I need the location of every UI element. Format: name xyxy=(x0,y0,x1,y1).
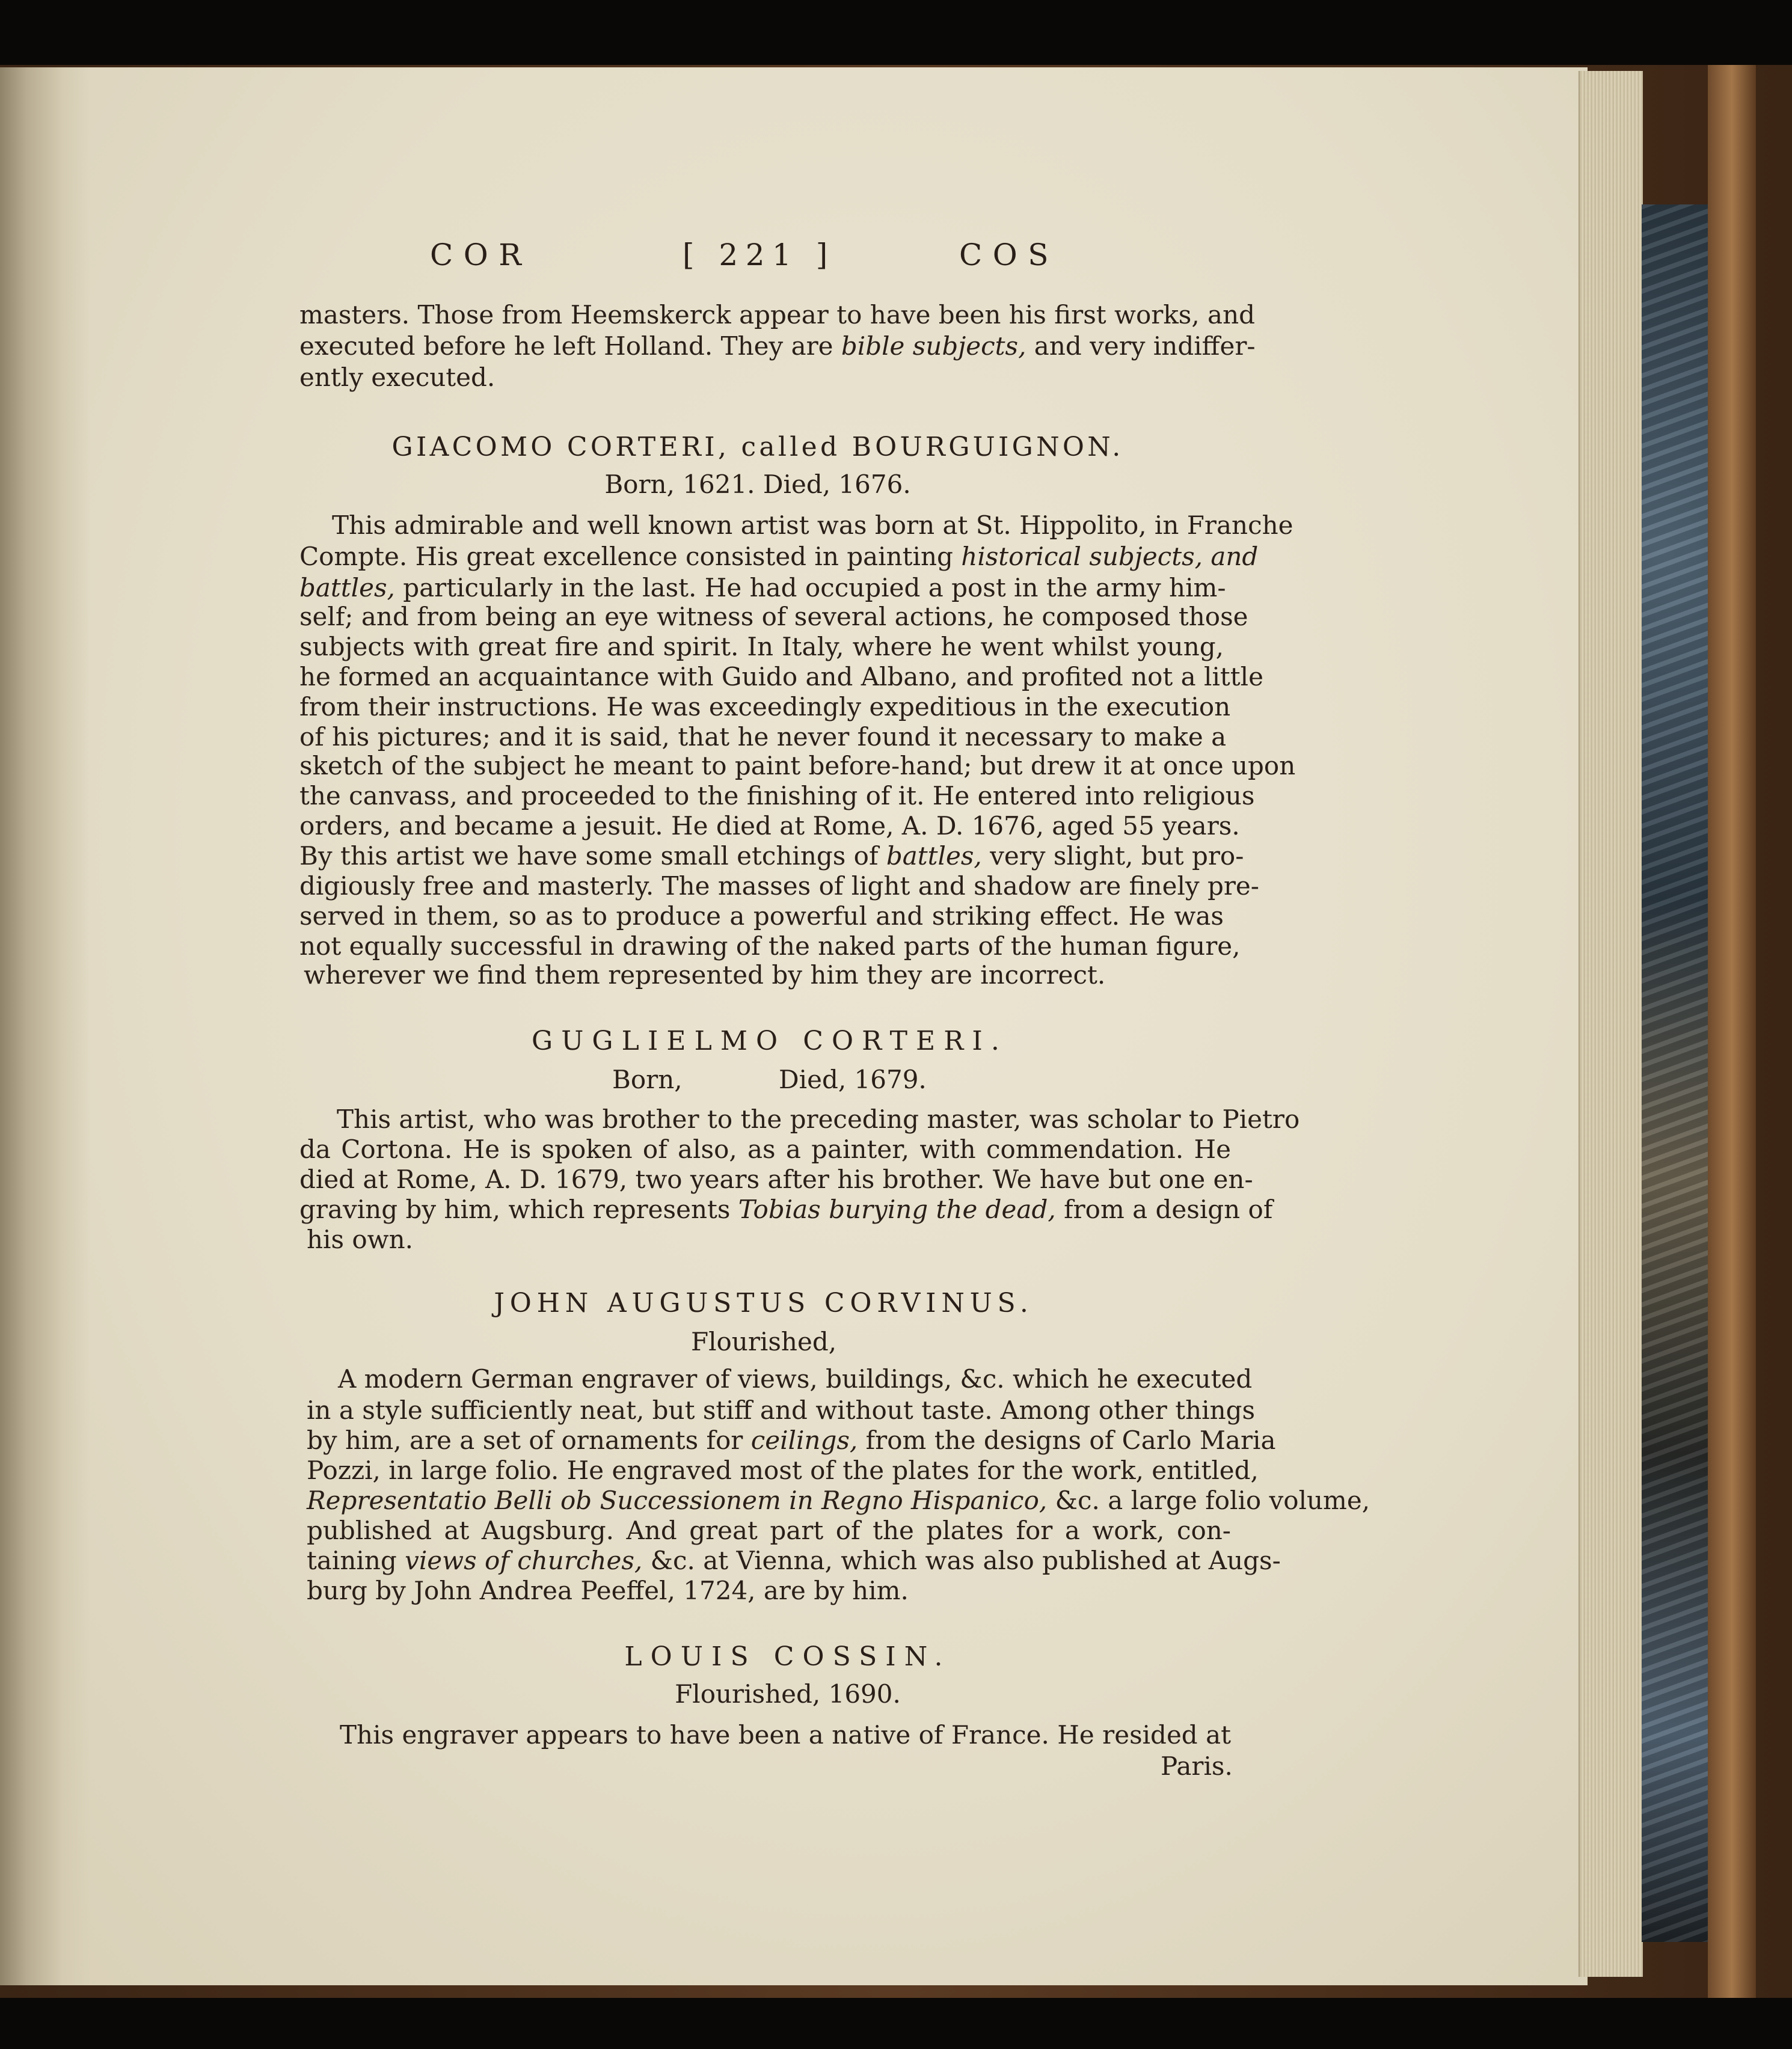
text-line: masters. Those from Heemskerck appear to have been his first works, and xyxy=(299,300,1256,329)
text-line: This artist, who was brother to the preceding master, was scholar to Pietro xyxy=(337,1104,1300,1134)
text-line: of his pictures; and it is said, that he never found it necessary to make a xyxy=(299,722,1227,752)
entry-heading: GIACOMO CORTERI, called BOURGUIGNON. xyxy=(391,432,1124,462)
text-line: graving by him, which represents Tobias burying the dead, from a design of xyxy=(299,1195,1273,1224)
text-line: battles, particularly in the last. He had occupied a post in the army him- xyxy=(299,573,1226,602)
text-line: ently executed. xyxy=(299,363,496,392)
text-line: his own. xyxy=(307,1225,414,1254)
page-number: [ 221 ] xyxy=(683,237,835,272)
text-line: orders, and became a jesuit. He died at Rome, A. D. 1676, aged 55 years. xyxy=(299,811,1240,841)
text-line: digiously free and masterly. The masses of light and shadow are finely pre- xyxy=(299,871,1259,901)
italic-phrase: bible subjects, xyxy=(841,331,1026,361)
text-line: died at Rome, A. D. 1679, two years after his brother. We have but one en- xyxy=(299,1165,1253,1194)
text-line: Representatio Belli ob Successionem in Regno Hispanico, &c. a large folio volume, xyxy=(307,1486,1370,1515)
running-head-left: COR xyxy=(430,237,532,272)
text-line: Compte. His great excellence consisted in painting historical subjects, and xyxy=(299,542,1259,571)
entry-heading: GUGLIELMO CORTERI. xyxy=(532,1026,1008,1056)
text-line: Paris. xyxy=(1161,1751,1233,1781)
text-line: Pozzi, in large folio. He engraved most of the plates for the work, entitled, xyxy=(307,1456,1259,1485)
text-line: executed before he left Holland. They are bible subjects, and very indiffer- xyxy=(299,331,1256,361)
text-line: A modern German engraver of views, buildings, &c. which he executed xyxy=(338,1364,1253,1394)
text-line: not equally successful in drawing of the naked parts of the human figure, xyxy=(299,931,1241,961)
text-line: by him, are a set of ornaments for ceilings, from the designs of Carlo Maria xyxy=(307,1426,1276,1455)
text-line: subjects with great fire and spirit. In Italy, where he went whilst young, xyxy=(299,632,1224,661)
entry-dates: Flourished, xyxy=(690,1327,837,1356)
entry-dates: Born, 1621. Died, 1676. xyxy=(604,470,911,499)
text-line: da Cortona. He is spoken of also, as a painter, with commendation. He xyxy=(299,1135,1231,1164)
text-line: By this artist we have some small etchings of battles, very slight, but pro- xyxy=(299,841,1244,871)
text-line: sketch of the subject he meant to paint before-hand; but drew it at once upon xyxy=(299,751,1296,780)
entry-heading: JOHN AUGUSTUS CORVINUS. xyxy=(494,1288,1034,1319)
text-line: This admirable and well known artist was born at St. Hippolito, in Franche xyxy=(332,510,1293,540)
text-line: he formed an acquaintance with Guido and Albano, and profited not a little xyxy=(299,662,1263,691)
entry-dates: Flourished, 1690. xyxy=(675,1679,901,1709)
entry-heading: LOUIS COSSIN. xyxy=(624,1641,951,1672)
entry-born: Born, xyxy=(612,1065,683,1094)
text-line: served in them, so as to produce a powerful and striking effect. He was xyxy=(299,901,1224,931)
text-line: This engraver appears to have been a native of France. He resided at xyxy=(340,1720,1231,1750)
text-line: burg by John Andrea Peeffel, 1724, are by him. xyxy=(307,1576,909,1605)
text-line: from their instructions. He was exceedingly expeditious in the execution xyxy=(299,692,1231,721)
entry-died: Died, 1679. xyxy=(779,1065,927,1094)
running-head-right: COS xyxy=(959,237,1060,272)
text-line: the canvass, and proceeded to the finishing of it. He entered into religious xyxy=(299,781,1255,810)
text-line: self; and from being an eye witness of several actions, he composed those xyxy=(299,602,1248,631)
text-line: taining views of churches, &c. at Vienna, which was also published at Augs- xyxy=(307,1546,1281,1575)
text-line: in a style sufficiently neat, but stiff and without taste. Among other things xyxy=(307,1395,1256,1425)
text-line: wherever we find them represented by him they are incorrect. xyxy=(304,960,1106,990)
text-line: published at Augsburg. And great part of the plates for a work, con- xyxy=(307,1516,1231,1545)
